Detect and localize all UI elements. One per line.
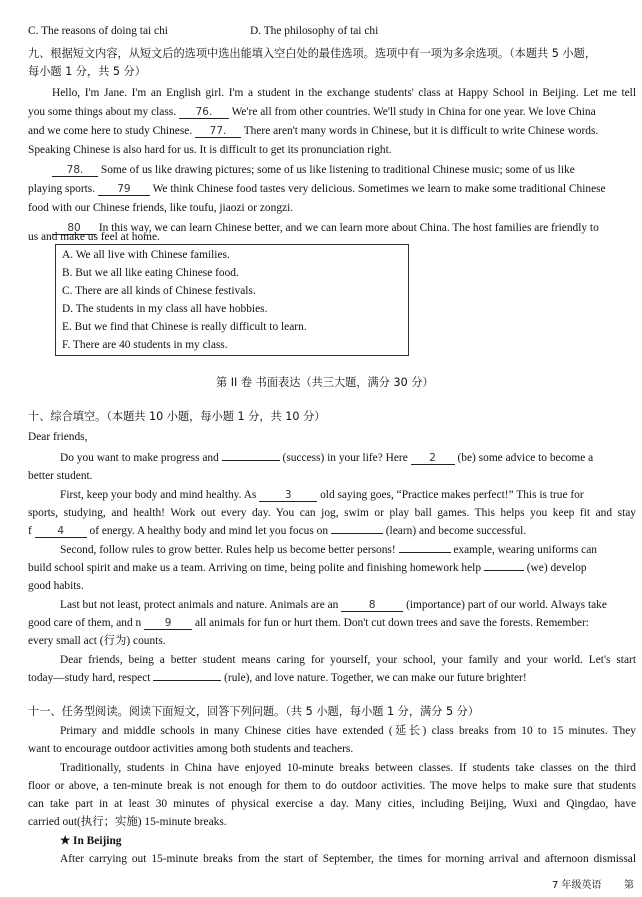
passage-text: (rule), and love nature. Together, we can make our future brighter! (224, 672, 527, 684)
passage-line (52, 163, 575, 177)
answer-blank-3[interactable]: 3 (259, 489, 317, 502)
passage-line (28, 105, 596, 119)
passage-line (28, 561, 587, 575)
passage-line (28, 671, 527, 685)
section-9-heading: 九、根据短文内容，从短文后的选项中选出能填入空白处的最佳选项。选项中有一项为多余选项。（本题共 5 小题， (28, 47, 597, 60)
options-box (55, 244, 409, 356)
passage-text: First, keep your body and mind healthy. As (60, 489, 257, 501)
option-a: A. We all live with Chinese families. (62, 249, 230, 261)
passage-text: (be) some advice to become a (457, 452, 594, 464)
answer-blank-1[interactable] (222, 460, 280, 461)
option-c-text: C. The reasons of doing tai chi (28, 25, 168, 37)
answer-blank-80[interactable]: 80 (52, 222, 96, 235)
passage-line (28, 616, 589, 630)
subheading-in-beijing: ★ In Beijing (60, 835, 122, 847)
option-b: B. But we all like eating Chinese food. (62, 267, 239, 279)
option-d-text: D. The philosophy of tai chi (250, 25, 379, 37)
passage-text: Do you want to make progress and (60, 452, 219, 464)
passage-line: Primary and middle schools in many Chinese cities have extended (延长) class breaks from 10 to 15 minutes. They (60, 725, 636, 737)
passage-text: (importance) part of our world. Always take (406, 599, 607, 611)
passage-text: and we come here to study Chinese. (28, 125, 193, 137)
passage-text: of energy. A healthy body and mind let you focus on (89, 525, 329, 537)
footer-page: 第 (624, 880, 634, 891)
passage-line: After carrying out 15-minute breaks from the start of September, the times for morning arrival and afternoon dismissal (60, 853, 636, 865)
passage-text: example, wearing uniforms can (453, 544, 597, 556)
passage-line: Speaking Chinese is also hard for us. It is difficult to get its pronunciation right. (28, 144, 392, 156)
section-9-heading-cont: 每小题 1 分，共 5 分） (28, 65, 146, 78)
passage-text: We're all from other countries. We'll study in China for one year. We love China (231, 106, 596, 118)
answer-blank-9[interactable]: 9 (144, 617, 192, 630)
passage-line: good habits. (28, 580, 84, 592)
section-10-heading: 十、综合填空。（本题共 10 小题，每小题 1 分，共 10 分） (28, 410, 326, 423)
passage-text: (success) in your life? Here (282, 452, 408, 464)
answer-blank-10[interactable] (153, 680, 221, 681)
passage-text: today—study hard, respect (28, 672, 151, 684)
passage-line: carried out(执行；实施) 15-minute breaks. (28, 816, 227, 828)
passage-text: good care of them, and n (28, 617, 142, 629)
answer-blank-76[interactable]: 76. (179, 106, 229, 119)
answer-blank-5[interactable] (331, 533, 383, 534)
passage-text: Some of us like drawing pictures; some of us like listening to traditional Chinese music; some of us like (100, 164, 575, 176)
answer-blank-6[interactable] (399, 552, 451, 553)
passage-text: (learn) and become successful. (385, 525, 527, 537)
option-d: D. The students in my class all have hobbies. (62, 303, 268, 315)
answer-blank-7[interactable] (484, 570, 524, 571)
passage-line (28, 124, 598, 138)
footer-grade: 7 年级英语 (552, 880, 602, 891)
passage-line: better student. (28, 470, 93, 482)
passage-line: can take part in at least 30 minutes of physical exercise a day. Many cities, including Beijing, Wuxi and Qingdao, have (28, 798, 636, 810)
passage-text: old saying goes, “Practice makes perfect!” This is true for (320, 489, 584, 501)
passage-text: playing sports. (28, 183, 96, 195)
passage-text: In this way, we can learn Chinese better, and we can learn more about China. The host families are friendly to (98, 222, 599, 234)
option-f: F. There are 40 students in my class. (62, 339, 228, 351)
greeting: Dear friends, (28, 431, 88, 443)
answer-blank-4[interactable]: 4 (35, 525, 87, 538)
passage-line: every small act (行为) counts. (28, 635, 166, 647)
option-e: E. But we find that Chinese is really difficult to learn. (62, 321, 307, 333)
answer-blank-79[interactable]: 79 (98, 183, 150, 196)
passage-text: all animals for fun or hurt them. Don't cut down trees and save the forests. Remember: (194, 617, 589, 629)
answer-blank-78[interactable]: 78. (52, 164, 98, 177)
option-c: C. There are all kinds of Chinese festivals. (62, 285, 256, 297)
passage-line: want to encourage outdoor activities among both students and teachers. (28, 743, 354, 755)
passage-text: There aren't many words in Chinese, but it is difficult to write Chinese words. (243, 125, 599, 137)
passage-text: We think Chinese food tastes very delicious. Sometimes we learn to make some traditional Chinese (152, 183, 606, 195)
passage-line: Hello, I'm Jane. I'm an English girl. I'm a student in the exchange students' class at Happy School in Beijing. Let me tell (52, 87, 636, 99)
passage-line: Traditionally, students in China have enjoyed 10-minute breaks between classes. If students take classes on the third (60, 762, 636, 774)
passage-line (60, 488, 584, 502)
passage-text: Last but not least, protect animals and nature. Animals are an (60, 599, 339, 611)
passage-text: build school spirit and make us a team. Arriving on time, being polite and finishing homework help (28, 562, 482, 574)
answer-blank-2[interactable]: 2 (411, 452, 455, 465)
passage-line (28, 524, 526, 538)
passage-text: f (28, 525, 32, 537)
passage-line: floor or above, a ten-minute break is not enough for them to do outdoor activities. The move helps to make sure that students (28, 780, 636, 792)
passage-line (60, 598, 607, 612)
passage-line: sports, studying, and health! Work out every day. You can jog, swim or play ball games. This helps you keep fit and stay (28, 507, 636, 519)
answer-blank-77[interactable]: 77. (195, 125, 241, 138)
part-2-title: 第 II 卷 书面表达（共三大题，满分 30 分） (216, 376, 434, 389)
passage-line: us and make us feel at home. (28, 231, 160, 243)
section-11-heading: 十一、任务型阅读。阅读下面短文，回答下列问题。（共 5 小题，每小题 1 分，满分 5 分） (28, 705, 480, 718)
passage-line (28, 182, 606, 196)
passage-text: you some things about my class. (28, 106, 177, 118)
passage-line (60, 543, 597, 557)
passage-line (60, 451, 593, 465)
passage-text: Second, follow rules to grow better. Rules help us become better persons! (60, 544, 396, 556)
passage-text: (we) develop (526, 562, 587, 574)
answer-blank-8[interactable]: 8 (341, 599, 403, 612)
passage-line: food with our Chinese friends, like toufu, jiaozi or zongzi. (28, 202, 294, 214)
passage-line: Dear friends, being a better student means caring for yourself, your school, your family and your world. Let's start (60, 654, 636, 666)
